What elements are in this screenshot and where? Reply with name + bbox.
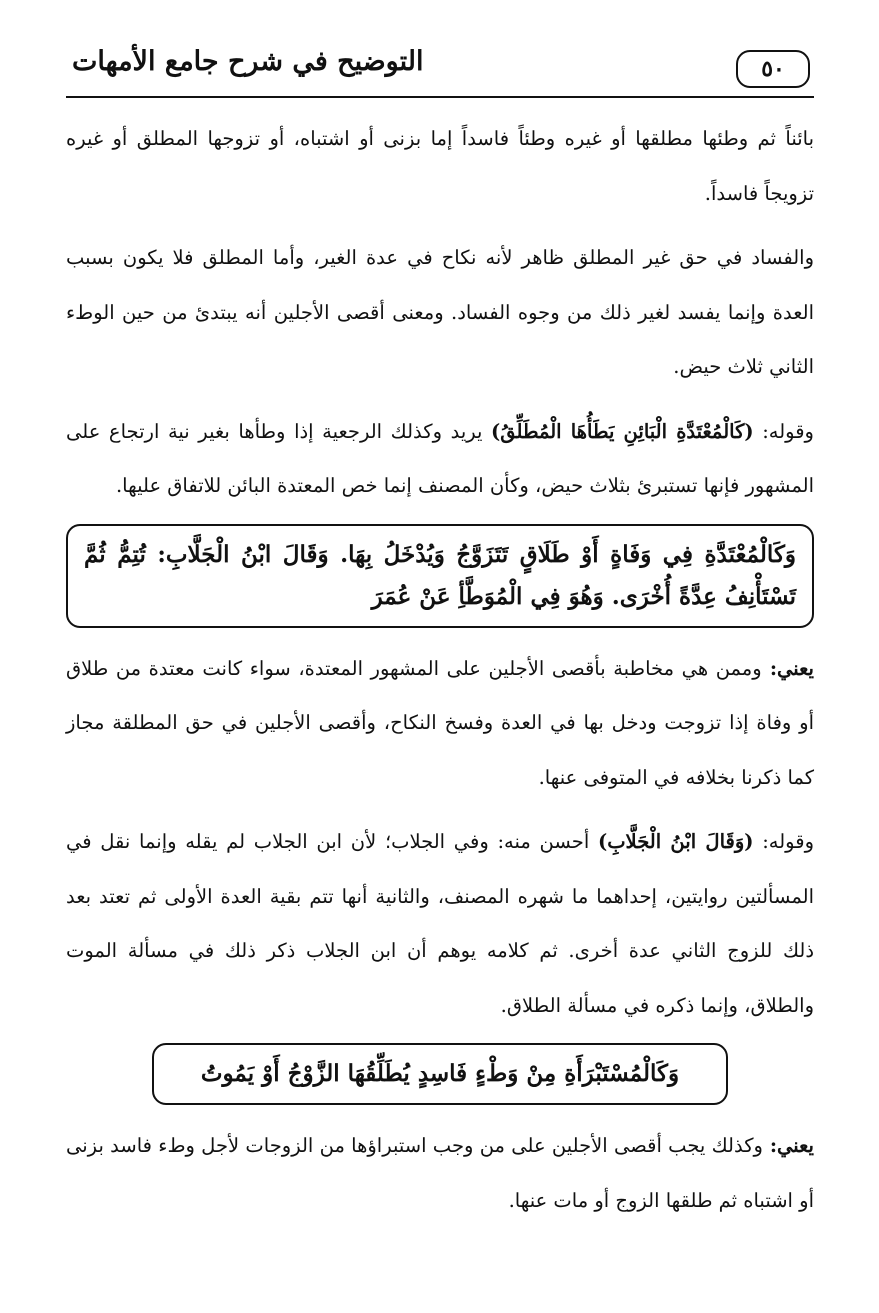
paragraph xyxy=(66,1119,814,1228)
page-body xyxy=(66,112,814,1238)
matn-box: وَكَالْمُسْتَبْرَأَةِ مِنْ وَطْءٍ فَاسِدٍ يُطَلِّقُهَا الزَّوْجُ أَوْ يَمُوتُ xyxy=(152,1043,728,1105)
matn-quote: (كَالْمُعْتَدَّةِ الْبَائِنِ يَطَأُهَا الْمُطَلِّقُ) xyxy=(491,419,754,443)
paragraph xyxy=(66,815,814,1033)
paragraph-text: أحسن منه: وفي الجلاب؛ لأن ابن الجلاب لم يقله وإنما نقل في المسألتين روايتين، إحداهما ما شهره المصنف، والثانية أنها تتم بقية العدة الأولى ثم تعتد بعد ذلك للزوج الثاني عدة أخرى. ثم كلامه يوهم أن ابن الجلاب ذكر ذلك في مسألة الموت والطلاق، وإنما ذكره في مسألة الطلاق. xyxy=(66,830,814,1017)
paragraph xyxy=(66,405,814,514)
paragraph: بائناً ثم وطئها مطلقها أو غيره وطئاً فاسداً إما بزنى أو اشتباه، أو تزوجها المطلق أو غيره تزويجاً فاسداً. xyxy=(66,127,814,205)
paragraph-lead: يعني: xyxy=(762,1134,814,1157)
paragraph-text: وممن هي مخاطبة بأقصى الأجلين على المشهور المعتدة، سواء كانت معتدة من طلاق أو وفاة إذا تزوجت ودخل بها في العدة وفسخ النكاح، وأقصى الأجلين في حق المطلقة مجاز كما ذكرنا بخلافه في المتوفى عنها. xyxy=(66,656,814,789)
matn-quote: (وَقَالَ ابْنُ الْجَلَّابِ) xyxy=(597,830,754,853)
matn-box: وَكَالْمُعْتَدَّةِ فِي وَفَاةٍ أَوْ طَلَاقٍ تَتَزَوَّجُ وَيُدْخَلُ بِهَا. وَقَالَ ابْنُ الْجَلَّابِ: تُتِمُّ ثُمَّ تَسْتَأْنِفُ عِدَّةً أُخْرَى. وَهُوَ فِي الْمُوَطَّأِ عَنْ عُمَرَ xyxy=(66,524,814,628)
paragraph-text: وكذلك يجب أقصى الأجلين على من وجب استبراؤها من الزوجات لأجل وطء فاسد بزنى أو اشتباه ثم طلقها الزوج أو مات عنها. xyxy=(66,1134,814,1212)
paragraph-text: يريد وكذلك الرجعية إذا وطأها بغير نية ارتجاع على المشهور فإنها تستبرئ بثلاث حيض، وكأن المصنف إنما خص المعتدة البائن للاتفاق عليها. xyxy=(66,419,814,497)
paragraph xyxy=(66,642,814,806)
paragraph-prefix: وقوله: xyxy=(753,830,814,853)
page-header xyxy=(66,40,814,98)
paragraph: والفساد في حق غير المطلق ظاهر لأنه نكاح في عدة الغير، وأما المطلق فلا يكون بسبب العدة وإنما يفسد لغير ذلك من وجوه الفساد. ومعنى أقصى الأجلين أنه يبتدئ من حين الوطء الثاني ثلاث حيض. xyxy=(66,246,814,378)
book-title: التوضيح في شرح جامع الأمهات xyxy=(72,46,424,77)
page-number: ٥٠ xyxy=(736,50,810,88)
paragraph-lead: يعني: xyxy=(761,656,814,680)
paragraph-prefix: وقوله: xyxy=(753,419,814,443)
